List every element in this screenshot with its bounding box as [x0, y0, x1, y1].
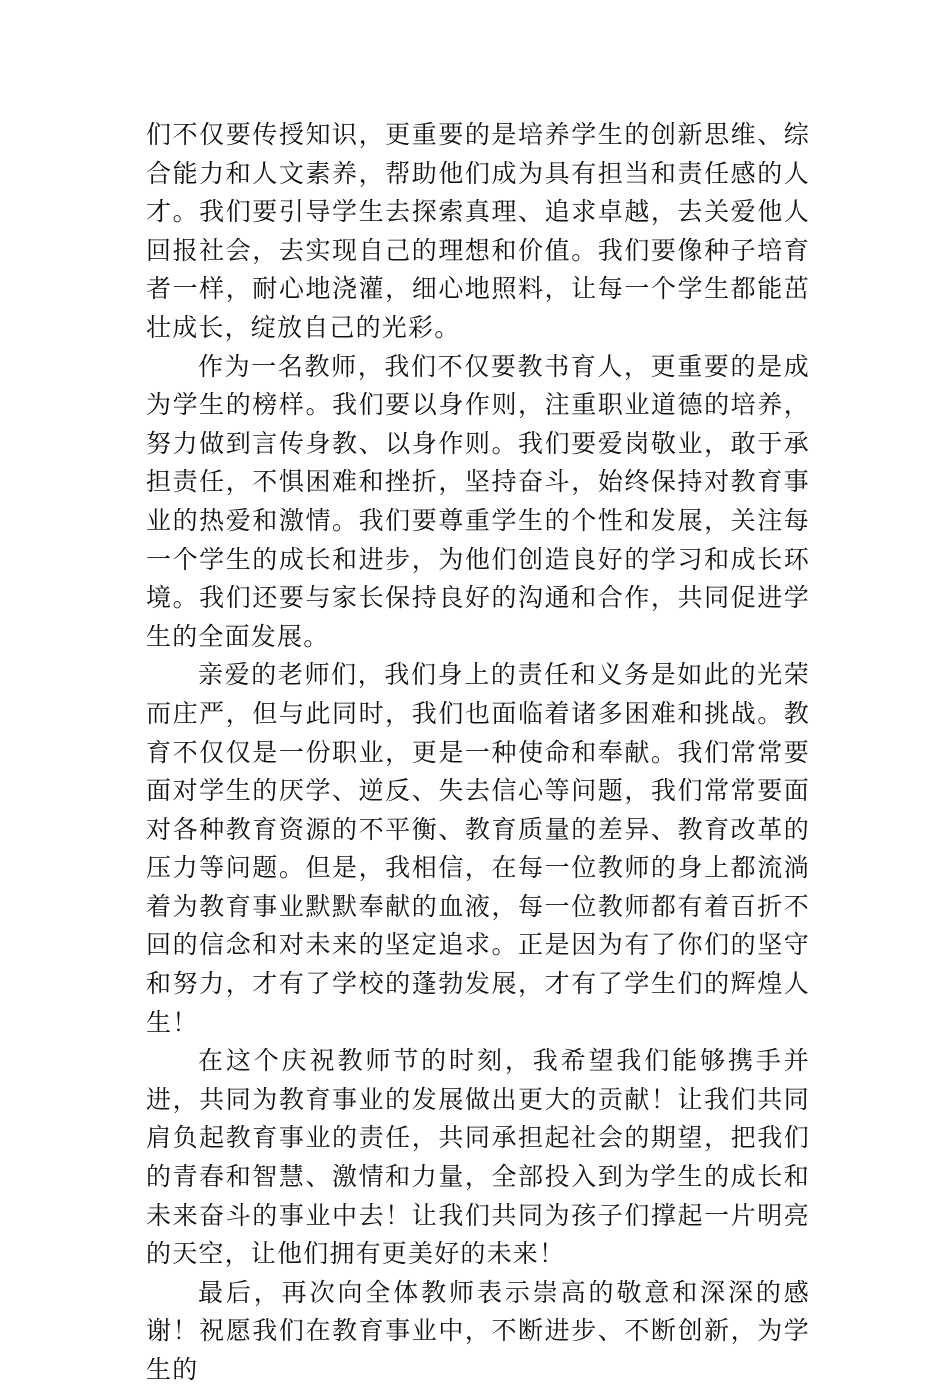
- paragraph-5: 最后，再次向全体教师表示崇高的敬意和深深的感谢！祝愿我们在教育事业中，不断进步、不断创新，为学生的: [146, 1277, 810, 1384]
- paragraph-4: 在这个庆祝教师节的时刻，我希望我们能够携手并进，共同为教育事业的发展做出更大的贡献！让我们共同肩负起教育事业的责任，共同承担起社会的期望，把我们的青春和智慧、激情和力量，全部投入到为学生的成长和未来奋斗的事业中去！让我们共同为孩子们撑起一片明亮的天空，让他们拥有更美好的未来！: [146, 1046, 810, 1269]
- paragraph-1: 们不仅要传授知识，更重要的是培养学生的创新思维、综合能力和人文素养，帮助他们成为具有担当和责任感的人才。我们要引导学生去探索真理、追求卓越，去关爱他人回报社会，去实现自己的理想和价值。我们要像种子培育者一样，耐心地浇灌，细心地照料，让每一个学生都能茁壮成长，绽放自己的光彩。: [146, 120, 810, 342]
- paragraph-3: 亲爱的老师们，我们身上的责任和义务是如此的光荣而庄严，但与此同时，我们也面临着诸多困难和挑战。教育不仅仅是一份职业，更是一种使命和奉献。我们常常要面对学生的厌学、逆反、失去信心等问题，我们常常要面对各种教育资源的不平衡、教育质量的差异、教育改革的压力等问题。但是，我相信，在每一位教师的身上都流淌着为教育事业默默奉献的血液，每一位教师都有着百折不回的信念和对未来的坚定追求。正是因为有了你们的坚守和努力，才有了学校的蓬勃发展，才有了学生们的辉煌人生！: [146, 660, 810, 1037]
- document-body: [146, 116, 810, 1390]
- paragraph-2: 作为一名教师，我们不仅要教书育人，更重要的是成为学生的榜样。我们要以身作则，注重职业道德的培养，努力做到言传身教、以身作则。我们要爱岗敬业，敢于承担责任，不惧困难和挫折，坚持奋斗，始终保持对教育事业的热爱和激情。我们要尊重学生的个性和发展，关注每一个学生的成长和进步，为他们创造良好的学习和成长环境。我们还要与家长保持良好的沟通和合作，共同促进学生的全面发展。: [146, 351, 810, 651]
